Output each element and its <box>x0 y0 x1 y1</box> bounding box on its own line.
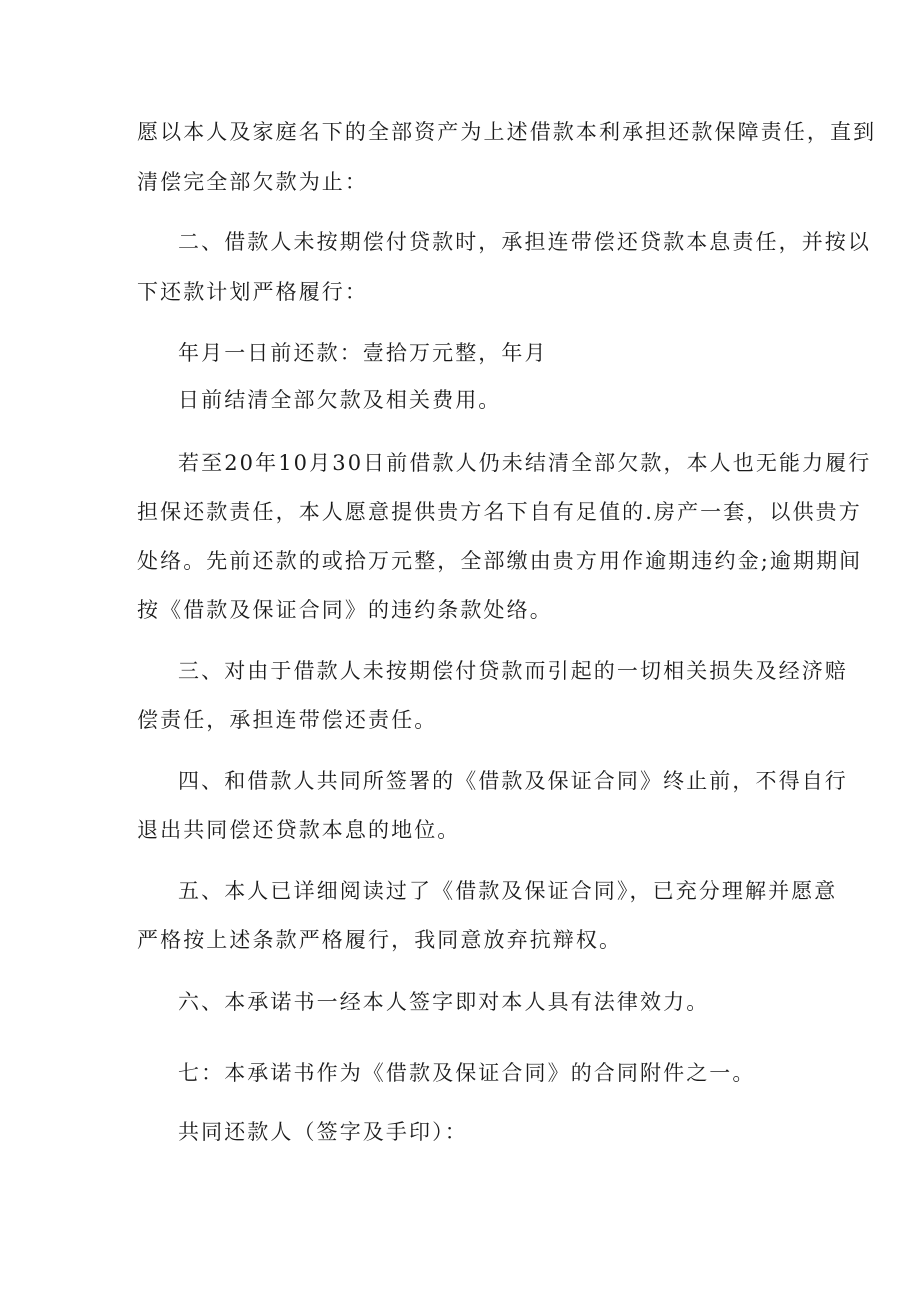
clause-4-line: 退出共同偿还贷款本息的地位。 <box>137 818 461 842</box>
default-paragraph-line: 处络。先前还款的或拾万元整，全部缴由贵方用作逾期违约金;逾期期间 <box>137 549 863 573</box>
clause-2-line: 下还款计划严格履行： <box>137 280 368 304</box>
clause-3-line: 三、对由于借款人未按期偿付贷款而引起的一切相关损失及经济赔 <box>178 659 848 683</box>
clause-5-line: 五、本人已详细阅读过了《借款及保证合同》，已充分理解并愿意 <box>178 879 838 903</box>
text-line: 愿以本人及家庭名下的全部资产为上述借款本利承担还款保障责任，直到 <box>137 120 877 144</box>
default-paragraph-line: 若至20年10月30日前借款人仍未结清全部欠款，本人也无能力履行 <box>178 451 872 475</box>
default-paragraph-line: 担保还款责任，本人愿意提供贵方名下自有足值的.房产一套，以供贵方 <box>137 500 862 524</box>
schedule-line: 日前结清全部欠款及相关费用。 <box>178 388 502 412</box>
text-line: 清偿完全部欠款为止： <box>137 170 368 194</box>
clause-3-line: 偿责任，承担连带偿还责任。 <box>137 708 438 732</box>
clause-6-line: 六、本承诺书一经本人签字即对本人具有法律效力。 <box>178 990 710 1014</box>
default-paragraph-line: 按《借款及保证合同》的违约条款处络。 <box>137 598 553 622</box>
signature-label: 共同还款人（签字及手印）： <box>178 1120 468 1144</box>
clause-5-line: 严格按上述条款严格履行，我同意放弃抗辩权。 <box>137 928 623 952</box>
clause-2-line: 二、借款人未按期偿付贷款时，承担连带偿还贷款本息责任，并按以 <box>178 230 871 254</box>
clause-7-line: 七：本承诺书作为《借款及保证合同》的合同附件之一。 <box>178 1061 756 1085</box>
clause-4-line: 四、和借款人共同所签署的《借款及保证合同》终止前，不得自行 <box>178 769 848 793</box>
schedule-line: 年月一日前还款：壹拾万元整，年月 <box>178 341 548 365</box>
